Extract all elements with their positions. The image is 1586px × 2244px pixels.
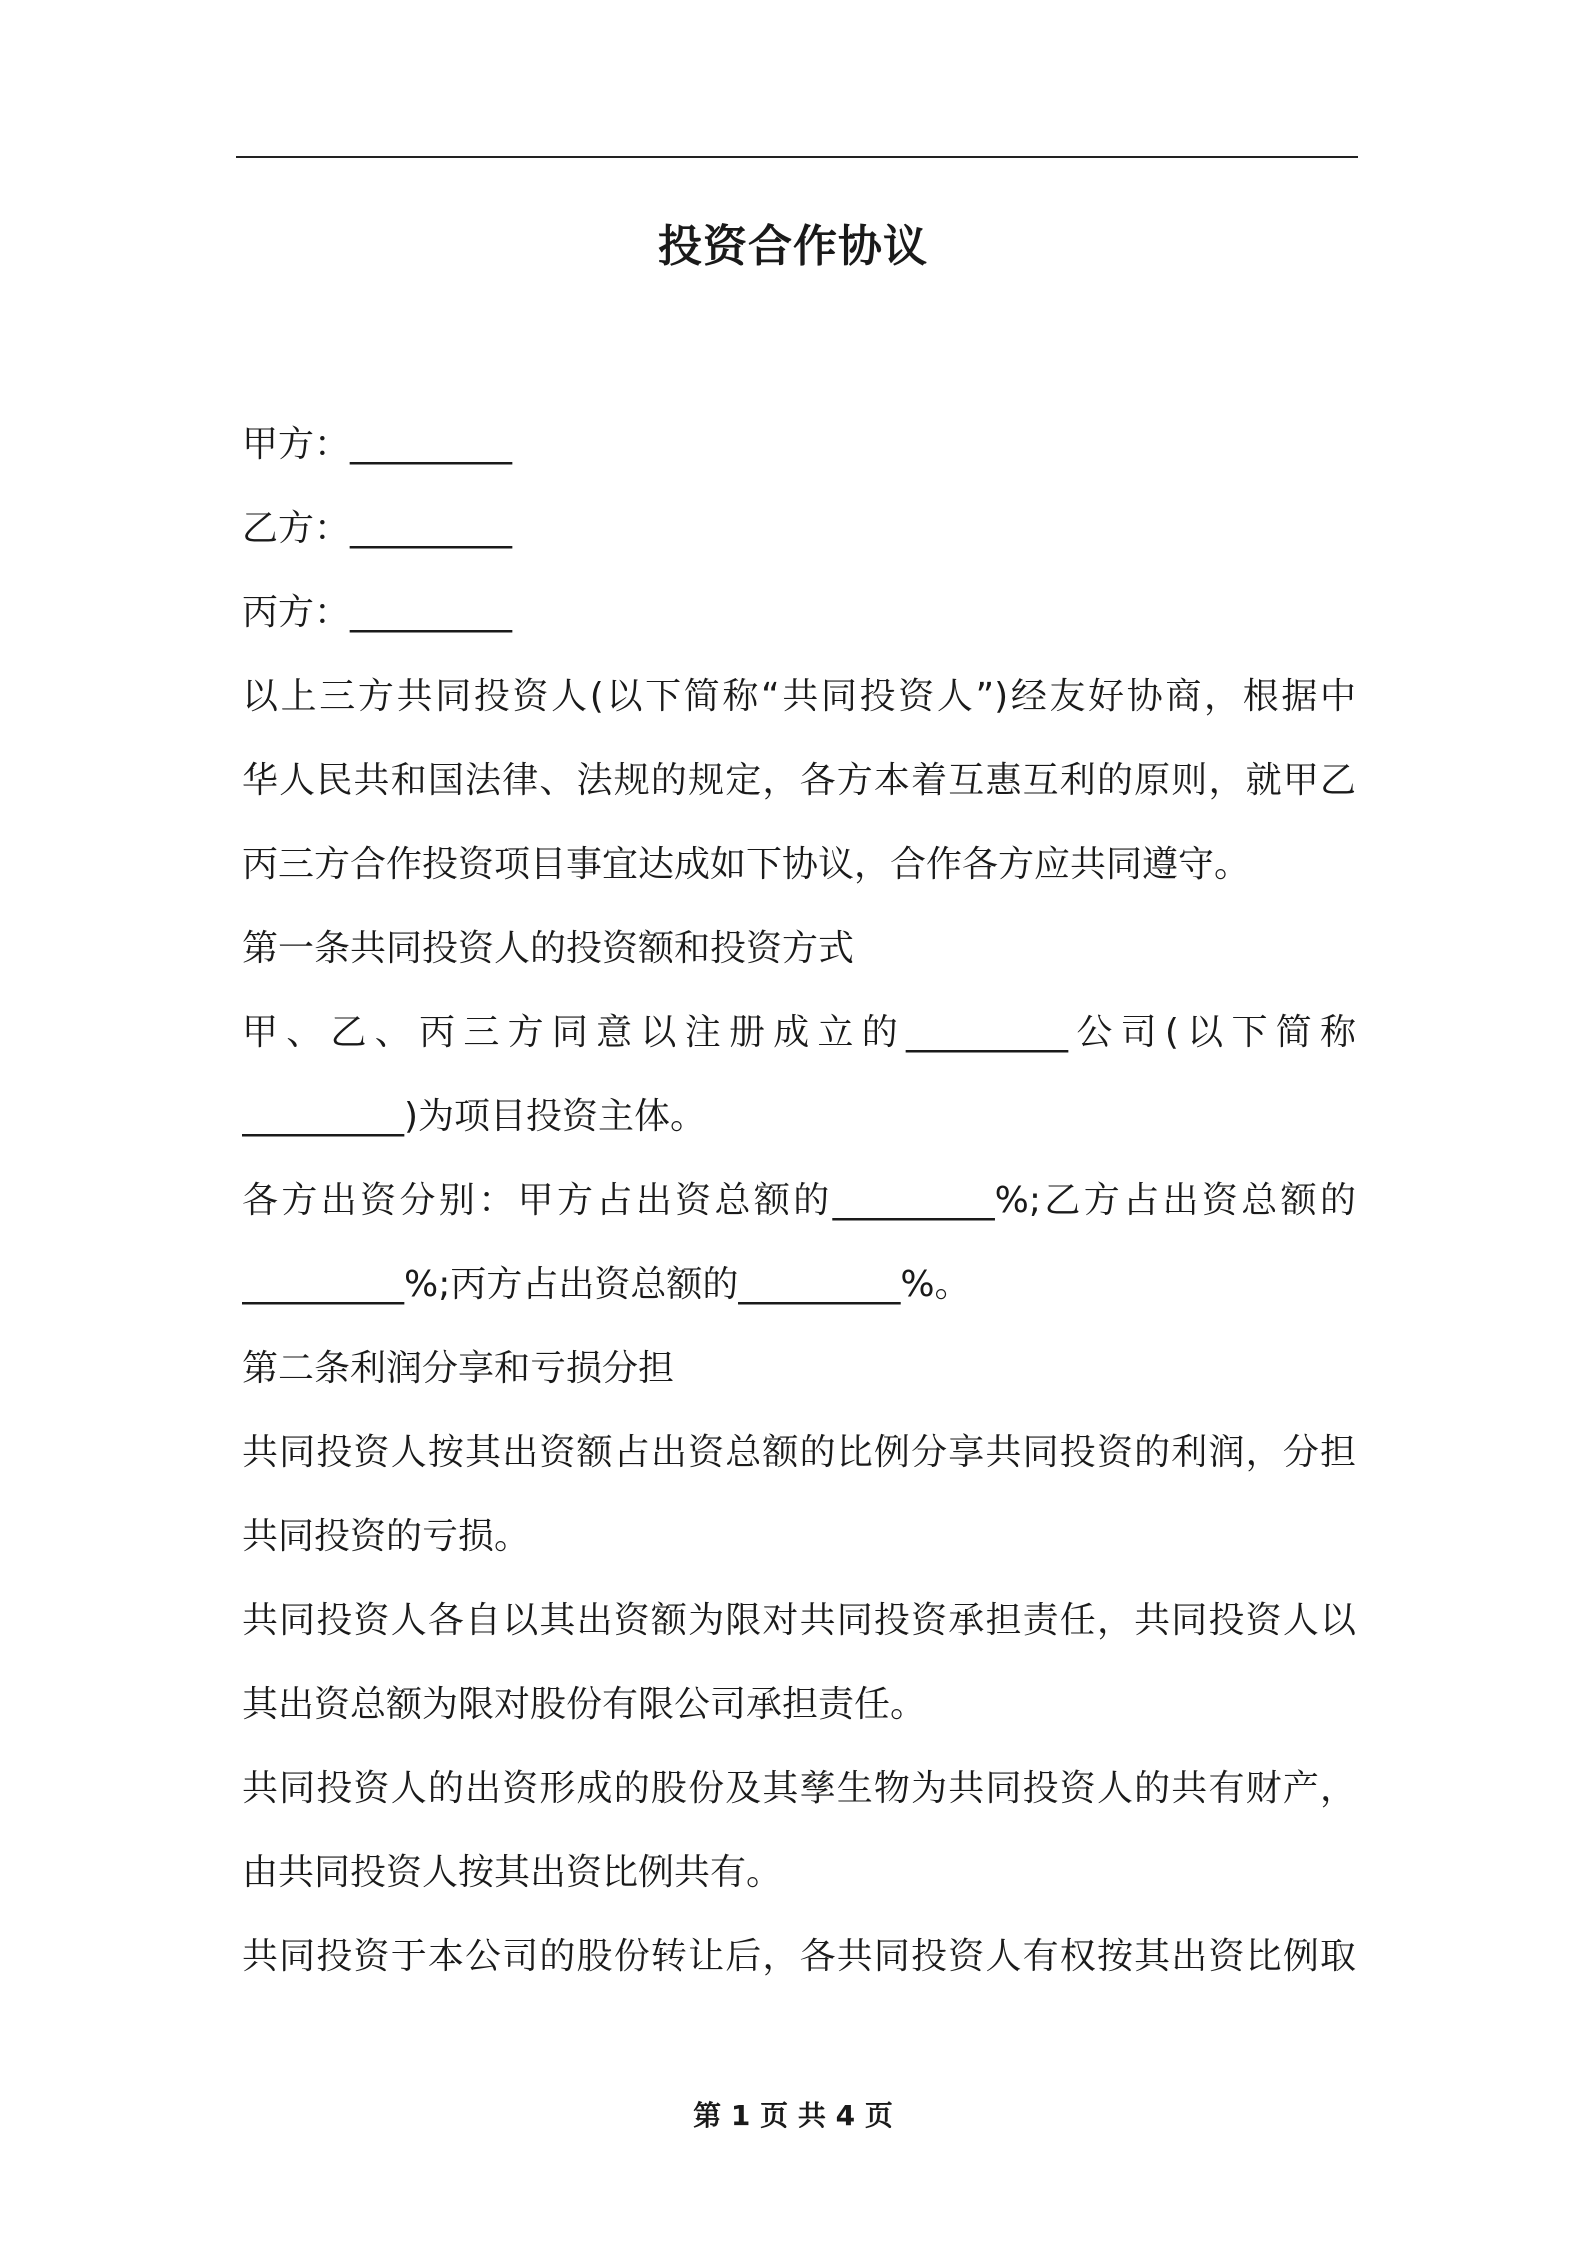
article-2-heading: 第二条利润分享和亏损分担 xyxy=(242,1348,675,1389)
article-1-line-1: 甲、乙、丙三方同意以注册成立的_________公司(以下简称 xyxy=(242,1012,1356,1053)
document-body xyxy=(242,403,1356,1999)
article-2-line-1: 共同投资人按其出资额占出资总额的比例分享共同投资的利润，分担 xyxy=(242,1432,1356,1473)
article-1-line-3: 各方出资分别：甲方占出资总额的_________%;乙方占出资总额的 xyxy=(242,1180,1356,1221)
article-2-line-3: 共同投资人各自以其出资额为限对共同投资承担责任，共同投资人以 xyxy=(242,1600,1356,1641)
party-c-line: 丙方：_________ xyxy=(242,592,513,633)
article-2-line-5: 共同投资人的出资形成的股份及其孳生物为共同投资人的共有财产， xyxy=(242,1768,1356,1809)
article-1-heading: 第一条共同投资人的投资额和投资方式 xyxy=(242,928,855,969)
article-1-line-4: _________%;丙方占出资总额的_________%。 xyxy=(242,1264,971,1305)
preamble-line-1: 以上三方共同投资人(以下简称“共同投资人”)经友好协商，根据中 xyxy=(242,676,1356,717)
article-2-line-2: 共同投资的亏损。 xyxy=(242,1516,531,1557)
header-rule xyxy=(236,156,1358,158)
page-footer: 第 1 页 共 4 页 xyxy=(693,2099,893,2132)
preamble-line-2: 华人民共和国法律、法规的规定，各方本着互惠互利的原则，就甲乙 xyxy=(242,760,1356,801)
party-b-line: 乙方：_________ xyxy=(242,508,513,549)
party-a-line: 甲方：_________ xyxy=(242,424,513,465)
article-2-line-4: 其出资总额为限对股份有限公司承担责任。 xyxy=(242,1684,927,1725)
article-2-line-7: 共同投资于本公司的股份转让后，各共同投资人有权按其出资比例取 xyxy=(242,1936,1356,1977)
preamble-line-3: 丙三方合作投资项目事宜达成如下协议，合作各方应共同遵守。 xyxy=(242,844,1251,885)
document-title: 投资合作协议 xyxy=(658,221,928,272)
article-2-line-6: 由共同投资人按其出资比例共有。 xyxy=(242,1852,783,1893)
article-1-line-2: _________)为项目投资主体。 xyxy=(242,1096,707,1137)
